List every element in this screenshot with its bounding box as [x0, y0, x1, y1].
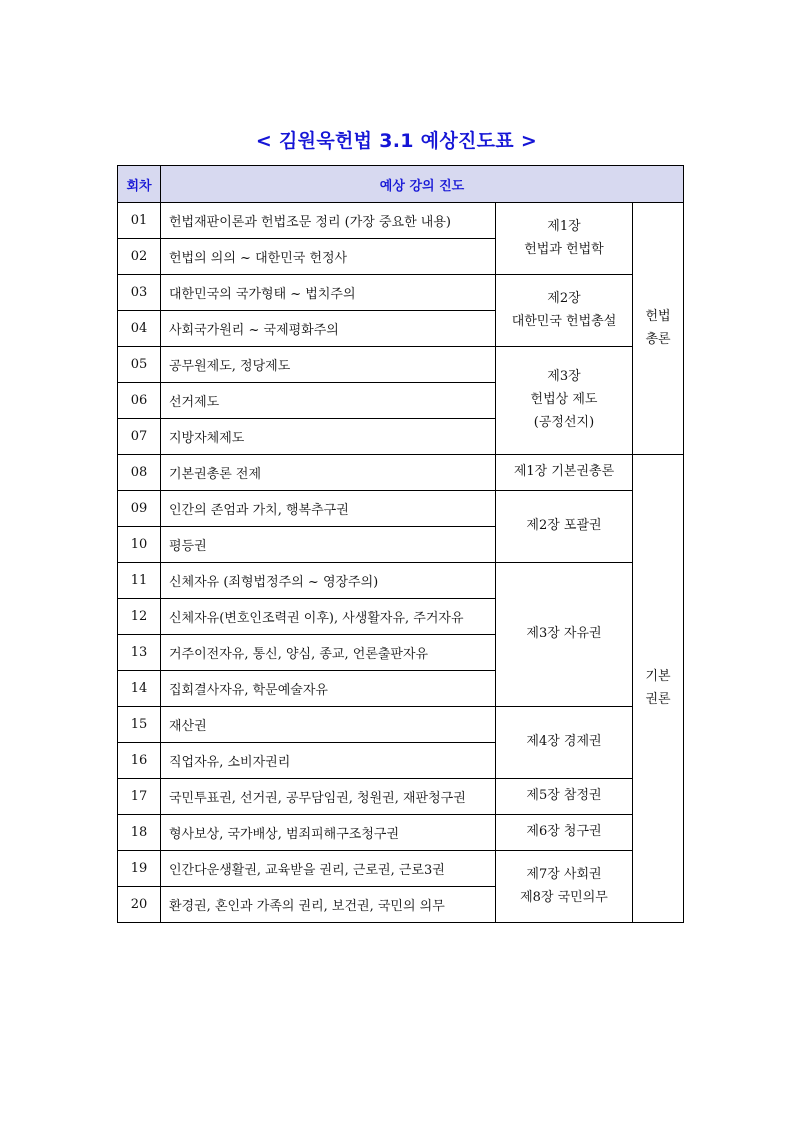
session-number: 18: [118, 815, 161, 851]
table-row: [118, 707, 684, 743]
chapter-label: 제1장: [547, 218, 581, 234]
session-number: 14: [118, 671, 161, 707]
chapter-label: 제2장: [547, 290, 581, 306]
page-title: < 김원욱헌법 3.1 예상진도표 >: [255, 130, 538, 152]
session-number: 03: [118, 275, 161, 311]
session-topic: 평등권: [161, 527, 496, 563]
session-number: 20: [118, 887, 161, 923]
session-number: 08: [118, 455, 161, 491]
table-row: [118, 347, 684, 383]
session-topic: 신체자유 (죄형법정주의 ~ 영장주의): [161, 563, 496, 599]
chapter-cell: 제4장 경제권: [496, 707, 633, 779]
header-session: 회차: [118, 166, 161, 203]
session-number: 12: [118, 599, 161, 635]
chapter-cell: 제2장 포괄권: [496, 491, 633, 563]
table-header-row: [118, 166, 684, 203]
chapter-title: 헌법과 헌법학: [524, 241, 604, 257]
session-number: 16: [118, 743, 161, 779]
session-number: 17: [118, 779, 161, 815]
session-number: 04: [118, 311, 161, 347]
table-row: [118, 563, 684, 599]
session-number: 01: [118, 203, 161, 239]
table-row: [118, 275, 684, 311]
session-topic: 공무원제도, 정당제도: [161, 347, 496, 383]
chapter-title: 헌법상 제도: [530, 392, 598, 408]
session-topic: 형사보상, 국가배상, 범죄피해구조청구권: [161, 815, 496, 851]
session-topic: 거주이전자유, 통신, 양심, 종교, 언론출판자유: [161, 635, 496, 671]
chapter-note: (공정선지): [533, 414, 595, 430]
session-topic: 국민투표권, 선거권, 공무담임권, 청원권, 재판청구권: [161, 779, 496, 815]
session-topic: 지방자체제도: [161, 419, 496, 455]
part-cell: [633, 203, 684, 455]
table-row: [118, 491, 684, 527]
chapter-cell: 제3장 자유권: [496, 563, 633, 707]
table-row: [118, 815, 684, 851]
chapter-cell: [496, 275, 633, 347]
session-topic: 선거제도: [161, 383, 496, 419]
session-number: 10: [118, 527, 161, 563]
part-label: 헌법: [645, 308, 671, 324]
chapter-title: 대한민국 헌법총설: [511, 313, 617, 329]
chapter-cell: 제5장 참정권: [496, 779, 633, 815]
chapter-cell: [496, 851, 633, 923]
part-label: 기본: [645, 668, 671, 684]
session-number: 11: [118, 563, 161, 599]
session-topic: 인간의 존엄과 가치, 행복추구권: [161, 491, 496, 527]
session-topic: 기본권총론 전제: [161, 455, 496, 491]
session-number: 02: [118, 239, 161, 275]
table-row: [118, 455, 684, 491]
session-topic: 헌법의 의의 ~ 대한민국 헌정사: [161, 239, 496, 275]
chapter-cell: [496, 347, 633, 455]
chapter-cell: 제6장 청구권: [496, 815, 633, 851]
chapter-label: 제8장 국민의무: [520, 889, 608, 905]
session-topic: 신체자유(변호인조력권 이후), 사생활자유, 주거자유: [161, 599, 496, 635]
table-row: [118, 851, 684, 887]
session-number: 05: [118, 347, 161, 383]
session-number: 09: [118, 491, 161, 527]
session-topic: 사회국가원리 ~ 국제평화주의: [161, 311, 496, 347]
chapter-label: 제3장: [547, 369, 581, 385]
part-label: 총론: [645, 331, 671, 347]
table-row: [118, 779, 684, 815]
session-topic: 인간다운생활권, 교육받을 권리, 근로권, 근로3권: [161, 851, 496, 887]
session-number: 13: [118, 635, 161, 671]
session-topic: 재산권: [161, 707, 496, 743]
session-number: 15: [118, 707, 161, 743]
table-row: [118, 203, 684, 239]
session-topic: 직업자유, 소비자권리: [161, 743, 496, 779]
session-topic: 헌법재판이론과 헌법조문 정리 (가장 중요한 내용): [161, 203, 496, 239]
chapter-cell: [496, 203, 633, 275]
session-number: 07: [118, 419, 161, 455]
part-label: 권론: [645, 691, 671, 707]
session-number: 19: [118, 851, 161, 887]
session-topic: 대한민국의 국가형태 ~ 법치주의: [161, 275, 496, 311]
schedule-table: [117, 165, 684, 923]
header-plan: 예상 강의 진도: [161, 166, 684, 203]
chapter-label: 제7장 사회권: [526, 866, 602, 882]
session-topic: 환경권, 혼인과 가족의 권리, 보건권, 국민의 의무: [161, 887, 496, 923]
session-topic: 집회결사자유, 학문예술자유: [161, 671, 496, 707]
chapter-cell: 제1장 기본권총론: [496, 455, 633, 491]
session-number: 06: [118, 383, 161, 419]
part-cell: [633, 455, 684, 923]
